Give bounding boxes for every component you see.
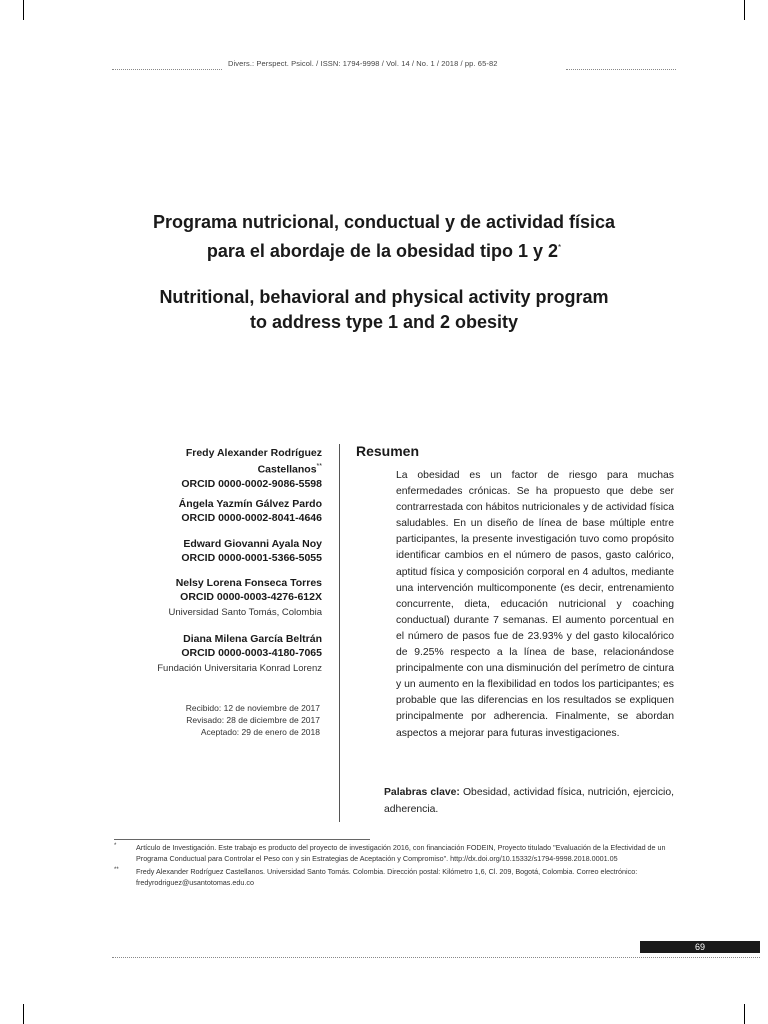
author-1-name-line2: [110, 460, 322, 477]
title-english: [100, 285, 668, 335]
keywords-label: Palabras clave:: [384, 787, 460, 798]
author-2-orcid: ORCID 0000-0002-8041-4646: [181, 512, 322, 524]
title-english-line1: Nutritional, behavioral and physical activity program: [159, 287, 609, 307]
author-4-orcid: ORCID 0000-0003-4276-612X: [180, 591, 322, 603]
footnote-1: [114, 842, 676, 864]
author-2-name: Ángela Yazmín Gálvez Pardo: [178, 498, 322, 510]
author-3-orcid: ORCID 0000-0001-5366-5055: [181, 552, 322, 564]
author-5-affiliation: Fundación Universitaria Konrad Lorenz: [157, 663, 322, 674]
footnote-2: [114, 866, 676, 888]
author-4-name: Nelsy Lorena Fonseca Torres: [175, 577, 322, 589]
title-spanish-line1: Programa nutricional, conductual y de actividad física: [152, 212, 616, 232]
footnote-1-mark: *: [114, 843, 117, 849]
title-spanish-line2-text: para el abordaje de la obesidad tipo 1 y 2: [206, 241, 558, 261]
crop-mark: [23, 1004, 24, 1024]
author-1-orcid: ORCID 0000-0002-9086-5598: [181, 477, 322, 490]
crop-mark: [744, 1004, 745, 1024]
author-list: [110, 446, 322, 491]
article-dates: [150, 702, 320, 738]
journal-citation-header: Divers.: Perspect. Psicol. / ISSN: 1794-9998 / Vol. 14 / No. 1 / 2018 / pp. 65-82: [228, 59, 498, 68]
footnote-1-text: Artículo de Investigación. Este trabajo es producto del proyecto de investigación 2016, con financiación FODEIN, Proyecto titulado "Evaluación de la Efectividad de un Programa Conductual para Controlar el Peso con y sin Estrategias de Aceptación y Compromiso". http://dx.doi.org/10.15332/s1794-9998.2018.0001.05: [136, 843, 666, 863]
author-1-name-line1: Fredy Alexander Rodríguez: [185, 447, 322, 459]
author-1-name-line2-text: Castellanos: [257, 463, 317, 476]
author-3: [110, 537, 322, 565]
author-4-affiliation: Universidad Santo Tomás, Colombia: [168, 607, 322, 618]
header-dotted-rule-left: [112, 69, 222, 70]
title-spanish: [100, 210, 668, 264]
header-dotted-rule-right: [566, 69, 676, 70]
footnote-2-text: Fredy Alexander Rodríguez Castellanos. Universidad Santo Tomás. Colombia. Dirección postal: Kilómetro 1,6, Cl. 209, Bogotá, Colombia. Correo electrónico: fredyrodriguez@usantotomas.edu.co: [136, 867, 638, 887]
author-4: [110, 576, 322, 620]
author-2: [110, 497, 322, 525]
author-3-name: Edward Giovanni Ayala Noy: [183, 538, 322, 550]
title-footnote-mark: *: [558, 243, 562, 252]
date-revised: Revisado: 28 de diciembre de 2017: [186, 715, 320, 725]
keywords-text: Obesidad, actividad física, nutrición, ejercicio, adherencia.: [384, 787, 674, 815]
date-accepted: Aceptado: 29 de enero de 2018: [200, 727, 320, 737]
footnote-rule: [114, 839, 370, 840]
abstract-body: La obesidad es un factor de riesgo para muchas enfermedades crónicas. Se ha propuesto que debe ser contrarrestada con hábitos nutricionales y de actividad física saludables. En un diseño de línea de base múltiple entre participantes, la presente investigación tuvo como propósito identificar cambios en el número de pasos, gasto calórico, aptitud física y composición corporal en 4 adultos, mediante una intervención multicomponente (es decir, entrenamiento concurrente, dieta, educación nutricional y coaching conductual) durante 7 semanas. El aumento porcentual en el número de pasos fue de 23.93% y del gasto kilocalórico de 9.25% respecto a la línea de base, relacionándose principalmente con una disminución del perímetro de cintura y un aumento en la flexibilidad en todos los participantes; es probable que las diferencias en los resultados se expliquen principalmente por adherencia. Finalmente, se abordan aspectos a mejorar para futuras investigaciones.: [396, 470, 674, 739]
date-received: Recibido: 12 de noviembre de 2017: [185, 703, 320, 713]
footer-dotted-rule: [112, 957, 760, 958]
author-5: [110, 632, 322, 676]
keywords: [384, 785, 674, 818]
crop-mark: [744, 0, 745, 20]
footnote-2-mark: **: [114, 867, 119, 873]
title-spanish-line2: [100, 235, 668, 264]
title-english-line2: to address type 1 and 2 obesity: [249, 312, 519, 332]
author-5-orcid: ORCID 0000-0003-4180-7065: [181, 647, 322, 659]
footnotes: [114, 842, 676, 890]
author-5-name: Diana Milena García Beltrán: [183, 633, 322, 645]
author-1-footnote-mark: **: [316, 463, 322, 470]
column-divider: [339, 444, 340, 822]
page-number: 69: [640, 941, 760, 953]
crop-mark: [23, 0, 24, 20]
abstract-heading: Resumen: [356, 443, 420, 459]
